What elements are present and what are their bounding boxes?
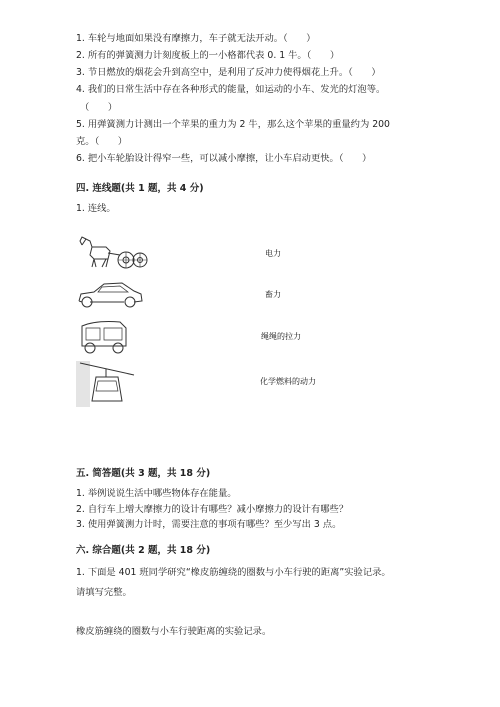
match-label-rope: 绳绳的拉力 — [261, 332, 301, 341]
comprehensive-q1: 1. 下面是 401 班同学研究“橡皮筋缠绕的圈数与小车行驶的距离”实验记录。 — [76, 567, 391, 578]
section-4-instruction: 1. 连线。 — [76, 203, 116, 214]
short-answer-1: 1. 举例说说生活中哪些物体存在能量。 — [76, 488, 237, 499]
match-label-electric: 电力 — [265, 249, 281, 258]
section-4-heading: 四. 连线题(共 1 题，共 4 分) — [76, 183, 204, 194]
car-picture — [76, 279, 144, 311]
judge-item-2: 2. 所有的弹簧测力计刻度板上的一小格都代表 0. 1 牛。（ ） — [76, 50, 340, 61]
section-5-heading: 五. 简答题(共 3 题，共 18 分) — [76, 468, 211, 479]
judge-item-5: 5. 用弹簧测力计测出一个苹果的重力为 2 牛，那么这个苹果的重量约为 200 — [76, 119, 390, 130]
match-label-fuel: 化学燃料的动力 — [260, 377, 316, 386]
short-answer-3: 3. 使用弹簧测力计时，需要注意的事项有哪些？至少写出 3 点。 — [76, 519, 342, 530]
comprehensive-q1-instruction: 请填写完整。 — [76, 587, 132, 598]
tuk-tuk-picture — [76, 318, 130, 356]
judge-item-5-cont: 克。（ ） — [76, 136, 128, 147]
judge-item-3: 3. 节日燃放的烟花会升到高空中，是利用了反冲力使得烟花上升。（ ） — [76, 67, 381, 78]
cable-car-picture — [76, 361, 136, 407]
match-label-animal: 畜力 — [265, 290, 281, 299]
short-answer-2: 2. 自行车上增大摩擦力的设计有哪些？减小摩擦力的设计有哪些？ — [76, 504, 349, 515]
section-6-heading: 六. 综合题(共 2 题，共 18 分) — [76, 545, 211, 556]
table-caption: 橡皮筋缠绕的圈数与小车行驶距离的实验记录。 — [76, 626, 272, 637]
judge-item-4-blank: （ ） — [80, 102, 118, 113]
horse-cart-picture — [76, 233, 148, 271]
judge-item-4: 4. 我们的日常生活中存在各种形式的能量，如运动的小车、发光的灯泡等。 — [76, 84, 386, 95]
judge-item-6: 6. 把小车轮胎设计得窄一些，可以减小摩擦，让小车启动更快。（ ） — [76, 153, 372, 164]
judge-item-1: 1. 车轮与地面如果没有摩擦力，车子就无法开动。（ ） — [76, 33, 316, 44]
